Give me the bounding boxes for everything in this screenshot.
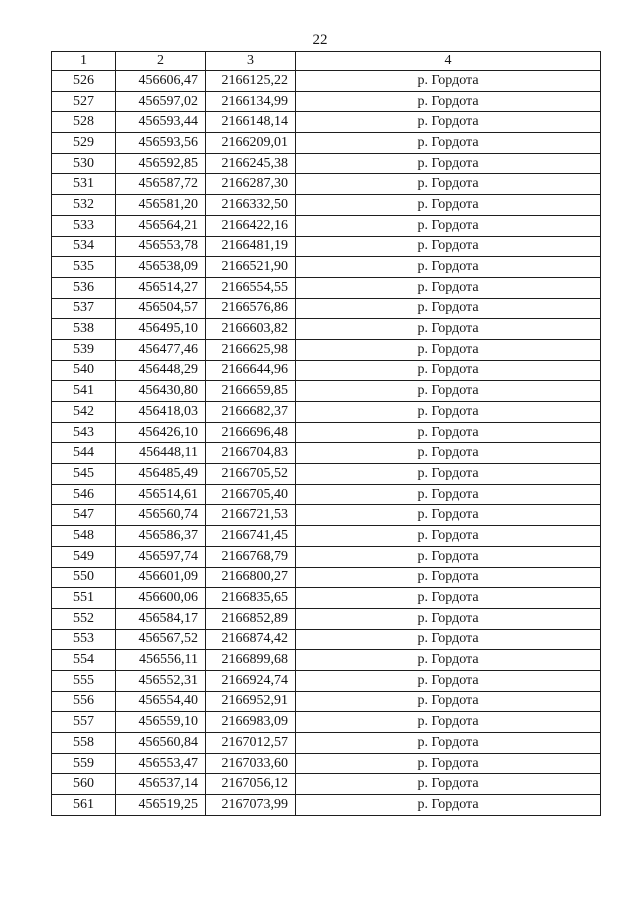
- point-number-cell: 535: [52, 257, 116, 278]
- point-number-cell: 545: [52, 464, 116, 485]
- description-cell: р. Гордота: [296, 319, 601, 340]
- point-number-cell: 536: [52, 277, 116, 298]
- x-coordinate-cell: 456514,61: [116, 484, 206, 505]
- point-number-cell: 550: [52, 567, 116, 588]
- x-coordinate-cell: 456418,03: [116, 402, 206, 423]
- y-coordinate-cell: 2166134,99: [206, 91, 296, 112]
- table-row: [52, 277, 601, 298]
- table-row: [52, 298, 601, 319]
- description-cell: р. Гордота: [296, 753, 601, 774]
- x-coordinate-cell: 456504,57: [116, 298, 206, 319]
- x-coordinate-cell: 456554,40: [116, 691, 206, 712]
- x-coordinate-cell: 456600,06: [116, 588, 206, 609]
- y-coordinate-cell: 2166852,89: [206, 608, 296, 629]
- x-coordinate-cell: 456593,56: [116, 133, 206, 154]
- description-cell: р. Гордота: [296, 567, 601, 588]
- y-coordinate-cell: 2166332,50: [206, 195, 296, 216]
- table-row: [52, 91, 601, 112]
- table-header: [52, 52, 601, 71]
- table-row: [52, 153, 601, 174]
- x-coordinate-cell: 456514,27: [116, 277, 206, 298]
- description-cell: р. Гордота: [296, 505, 601, 526]
- table-row: [52, 691, 601, 712]
- x-coordinate-cell: 456593,44: [116, 112, 206, 133]
- x-coordinate-cell: 456519,25: [116, 795, 206, 816]
- table-row: [52, 588, 601, 609]
- y-coordinate-cell: 2166576,86: [206, 298, 296, 319]
- point-number-cell: 547: [52, 505, 116, 526]
- table-row: [52, 650, 601, 671]
- point-number-cell: 544: [52, 443, 116, 464]
- description-cell: р. Гордота: [296, 526, 601, 547]
- y-coordinate-cell: 2166704,83: [206, 443, 296, 464]
- description-cell: р. Гордота: [296, 629, 601, 650]
- x-coordinate-cell: 456606,47: [116, 71, 206, 92]
- table-row: [52, 670, 601, 691]
- page-number: 22: [312, 32, 328, 48]
- table-row: [52, 360, 601, 381]
- table-body: [52, 71, 601, 816]
- description-cell: р. Гордота: [296, 650, 601, 671]
- description-cell: р. Гордота: [296, 381, 601, 402]
- x-coordinate-cell: 456560,74: [116, 505, 206, 526]
- y-coordinate-cell: 2166659,85: [206, 381, 296, 402]
- table-row: [52, 402, 601, 423]
- description-cell: р. Гордота: [296, 112, 601, 133]
- table-row: [52, 526, 601, 547]
- x-coordinate-cell: 456426,10: [116, 422, 206, 443]
- description-cell: р. Гордота: [296, 133, 601, 154]
- description-cell: р. Гордота: [296, 588, 601, 609]
- y-coordinate-cell: 2166287,30: [206, 174, 296, 195]
- description-cell: р. Гордота: [296, 608, 601, 629]
- description-cell: р. Гордота: [296, 464, 601, 485]
- point-number-cell: 530: [52, 153, 116, 174]
- y-coordinate-cell: 2166148,14: [206, 112, 296, 133]
- table-row: [52, 629, 601, 650]
- point-number-cell: 526: [52, 71, 116, 92]
- point-number-cell: 548: [52, 526, 116, 547]
- table-row: [52, 422, 601, 443]
- x-coordinate-cell: 456552,31: [116, 670, 206, 691]
- description-cell: р. Гордота: [296, 195, 601, 216]
- table-row: [52, 381, 601, 402]
- y-coordinate-cell: 2166682,37: [206, 402, 296, 423]
- x-coordinate-cell: 456584,17: [116, 608, 206, 629]
- y-coordinate-cell: 2166874,42: [206, 629, 296, 650]
- table-row: [52, 608, 601, 629]
- description-cell: р. Гордота: [296, 91, 601, 112]
- x-coordinate-cell: 456553,47: [116, 753, 206, 774]
- x-coordinate-cell: 456559,10: [116, 712, 206, 733]
- description-cell: р. Гордота: [296, 215, 601, 236]
- description-cell: р. Гордота: [296, 236, 601, 257]
- x-coordinate-cell: 456560,84: [116, 733, 206, 754]
- y-coordinate-cell: 2166603,82: [206, 319, 296, 340]
- table-row: [52, 112, 601, 133]
- x-coordinate-cell: 456567,52: [116, 629, 206, 650]
- point-number-cell: 551: [52, 588, 116, 609]
- point-number-cell: 558: [52, 733, 116, 754]
- description-cell: р. Гордота: [296, 298, 601, 319]
- description-cell: р. Гордота: [296, 71, 601, 92]
- table-row: [52, 795, 601, 816]
- x-coordinate-cell: 456537,14: [116, 774, 206, 795]
- description-cell: р. Гордота: [296, 712, 601, 733]
- y-coordinate-cell: 2166696,48: [206, 422, 296, 443]
- table-row: [52, 443, 601, 464]
- y-coordinate-cell: 2166521,90: [206, 257, 296, 278]
- table-row: [52, 774, 601, 795]
- description-cell: р. Гордота: [296, 733, 601, 754]
- point-number-cell: 553: [52, 629, 116, 650]
- point-number-cell: 534: [52, 236, 116, 257]
- table-row: [52, 174, 601, 195]
- description-cell: р. Гордота: [296, 774, 601, 795]
- point-number-cell: 557: [52, 712, 116, 733]
- x-coordinate-cell: 456448,29: [116, 360, 206, 381]
- description-cell: р. Гордота: [296, 795, 601, 816]
- y-coordinate-cell: 2166721,53: [206, 505, 296, 526]
- y-coordinate-cell: 2166705,52: [206, 464, 296, 485]
- column-header-2: 2: [116, 52, 206, 71]
- table-row: [52, 505, 601, 526]
- x-coordinate-cell: 456586,37: [116, 526, 206, 547]
- table-row: [52, 257, 601, 278]
- point-number-cell: 554: [52, 650, 116, 671]
- table-row: [52, 339, 601, 360]
- description-cell: р. Гордота: [296, 670, 601, 691]
- x-coordinate-cell: 456587,72: [116, 174, 206, 195]
- description-cell: р. Гордота: [296, 402, 601, 423]
- y-coordinate-cell: 2167012,57: [206, 733, 296, 754]
- description-cell: р. Гордота: [296, 691, 601, 712]
- coordinates-table: [51, 51, 601, 816]
- x-coordinate-cell: 456538,09: [116, 257, 206, 278]
- y-coordinate-cell: 2166899,68: [206, 650, 296, 671]
- point-number-cell: 546: [52, 484, 116, 505]
- x-coordinate-cell: 456430,80: [116, 381, 206, 402]
- table-row: [52, 236, 601, 257]
- point-number-cell: 528: [52, 112, 116, 133]
- y-coordinate-cell: 2166952,91: [206, 691, 296, 712]
- x-coordinate-cell: 456495,10: [116, 319, 206, 340]
- point-number-cell: 539: [52, 339, 116, 360]
- table-row: [52, 567, 601, 588]
- y-coordinate-cell: 2166768,79: [206, 546, 296, 567]
- y-coordinate-cell: 2166245,38: [206, 153, 296, 174]
- x-coordinate-cell: 456597,74: [116, 546, 206, 567]
- point-number-cell: 555: [52, 670, 116, 691]
- table-row: [52, 71, 601, 92]
- table-row: [52, 712, 601, 733]
- point-number-cell: 560: [52, 774, 116, 795]
- table-row: [52, 546, 601, 567]
- point-number-cell: 549: [52, 546, 116, 567]
- y-coordinate-cell: 2166422,16: [206, 215, 296, 236]
- point-number-cell: 540: [52, 360, 116, 381]
- y-coordinate-cell: 2166705,40: [206, 484, 296, 505]
- table-row: [52, 319, 601, 340]
- y-coordinate-cell: 2167056,12: [206, 774, 296, 795]
- point-number-cell: 556: [52, 691, 116, 712]
- table-row: [52, 215, 601, 236]
- table-row: [52, 133, 601, 154]
- x-coordinate-cell: 456556,11: [116, 650, 206, 671]
- table-row: [52, 464, 601, 485]
- x-coordinate-cell: 456592,85: [116, 153, 206, 174]
- description-cell: р. Гордота: [296, 443, 601, 464]
- description-cell: р. Гордота: [296, 484, 601, 505]
- point-number-cell: 532: [52, 195, 116, 216]
- y-coordinate-cell: 2166125,22: [206, 71, 296, 92]
- y-coordinate-cell: 2167033,60: [206, 753, 296, 774]
- point-number-cell: 533: [52, 215, 116, 236]
- x-coordinate-cell: 456601,09: [116, 567, 206, 588]
- point-number-cell: 559: [52, 753, 116, 774]
- header-row: [52, 52, 601, 71]
- y-coordinate-cell: 2166983,09: [206, 712, 296, 733]
- y-coordinate-cell: 2166800,27: [206, 567, 296, 588]
- point-number-cell: 531: [52, 174, 116, 195]
- y-coordinate-cell: 2166924,74: [206, 670, 296, 691]
- y-coordinate-cell: 2166741,45: [206, 526, 296, 547]
- point-number-cell: 527: [52, 91, 116, 112]
- description-cell: р. Гордота: [296, 153, 601, 174]
- point-number-cell: 538: [52, 319, 116, 340]
- point-number-cell: 541: [52, 381, 116, 402]
- point-number-cell: 537: [52, 298, 116, 319]
- description-cell: р. Гордота: [296, 174, 601, 195]
- table-row: [52, 753, 601, 774]
- point-number-cell: 561: [52, 795, 116, 816]
- x-coordinate-cell: 456564,21: [116, 215, 206, 236]
- y-coordinate-cell: 2166481,19: [206, 236, 296, 257]
- y-coordinate-cell: 2166554,55: [206, 277, 296, 298]
- x-coordinate-cell: 456553,78: [116, 236, 206, 257]
- point-number-cell: 529: [52, 133, 116, 154]
- description-cell: р. Гордота: [296, 546, 601, 567]
- point-number-cell: 543: [52, 422, 116, 443]
- x-coordinate-cell: 456477,46: [116, 339, 206, 360]
- table-row: [52, 733, 601, 754]
- description-cell: р. Гордота: [296, 422, 601, 443]
- y-coordinate-cell: 2167073,99: [206, 795, 296, 816]
- description-cell: р. Гордота: [296, 277, 601, 298]
- x-coordinate-cell: 456581,20: [116, 195, 206, 216]
- column-header-3: 3: [206, 52, 296, 71]
- description-cell: р. Гордота: [296, 339, 601, 360]
- table-row: [52, 484, 601, 505]
- description-cell: р. Гордота: [296, 257, 601, 278]
- x-coordinate-cell: 456597,02: [116, 91, 206, 112]
- column-header-1: 1: [52, 52, 116, 71]
- table-row: [52, 195, 601, 216]
- y-coordinate-cell: 2166209,01: [206, 133, 296, 154]
- y-coordinate-cell: 2166835,65: [206, 588, 296, 609]
- x-coordinate-cell: 456485,49: [116, 464, 206, 485]
- description-cell: р. Гордота: [296, 360, 601, 381]
- point-number-cell: 552: [52, 608, 116, 629]
- y-coordinate-cell: 2166644,96: [206, 360, 296, 381]
- point-number-cell: 542: [52, 402, 116, 423]
- x-coordinate-cell: 456448,11: [116, 443, 206, 464]
- column-header-4: 4: [296, 52, 601, 71]
- y-coordinate-cell: 2166625,98: [206, 339, 296, 360]
